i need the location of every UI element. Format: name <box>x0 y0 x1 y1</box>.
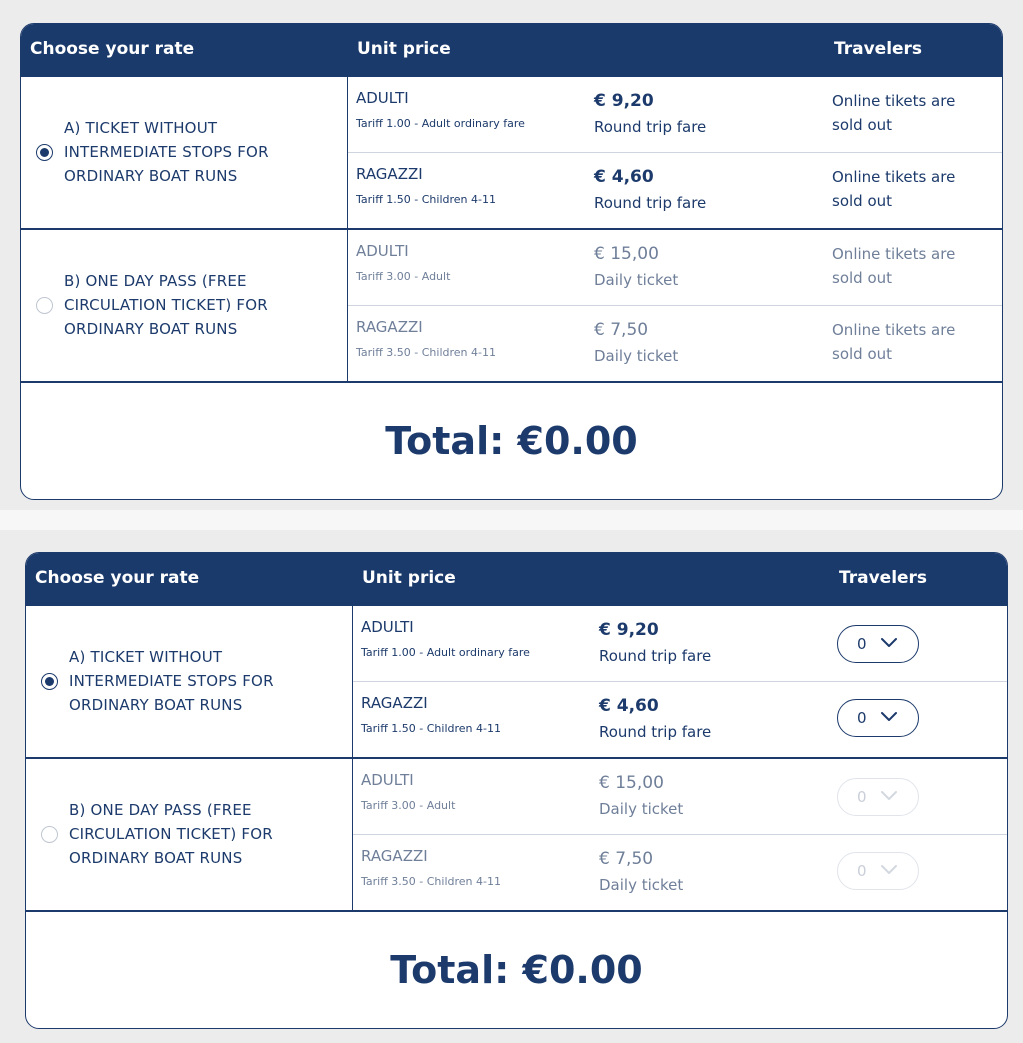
traveler-count-value: 0 <box>857 862 867 880</box>
rate-b-radio[interactable] <box>41 826 58 843</box>
chevron-down-icon <box>880 710 898 724</box>
fare-category: ADULTI <box>356 242 409 260</box>
fare-tariff: Tariff 1.00 - Adult ordinary fare <box>356 117 525 130</box>
fare-row <box>353 759 1007 835</box>
rate-a-radio[interactable] <box>36 144 53 161</box>
fare-row <box>348 77 1002 153</box>
rate-option-b[interactable] <box>21 230 348 381</box>
traveler-count-value: 0 <box>857 635 867 653</box>
fare-price-type: Daily ticket <box>599 876 684 894</box>
rate-option-a[interactable] <box>26 606 353 757</box>
table-header <box>26 553 1007 606</box>
fare-row <box>353 682 1007 757</box>
fare-price-type: Round trip fare <box>594 118 707 136</box>
fare-price: € 7,50 <box>594 320 649 340</box>
fare-tariff: Tariff 1.50 - Children 4-11 <box>361 722 501 735</box>
rate-option-a[interactable] <box>21 77 348 228</box>
fare-price: € 9,20 <box>594 91 654 111</box>
fare-price: € 15,00 <box>594 244 659 264</box>
chevron-down-icon <box>880 636 898 650</box>
fare-price: € 4,60 <box>594 167 654 187</box>
rate-a-radio[interactable] <box>41 673 58 690</box>
sold-out-text: Online tikets are sold out <box>832 321 956 363</box>
fare-price-type: Round trip fare <box>599 723 712 741</box>
rate-b-label: B) ONE DAY PASS (FREE CIRCULATION TICKET) FOR ORDINARY BOAT RUNS <box>69 801 273 867</box>
rate-group-b <box>21 230 1002 383</box>
traveler-count-select[interactable] <box>837 625 919 663</box>
fare-price-type: Round trip fare <box>599 647 712 665</box>
fare-price: € 9,20 <box>599 620 659 640</box>
fare-row <box>348 306 1002 381</box>
fare-price: € 7,50 <box>599 849 654 869</box>
fare-tariff: Tariff 3.00 - Adult <box>356 270 451 283</box>
fare-category: ADULTI <box>356 89 409 107</box>
fare-row <box>348 230 1002 306</box>
fare-category: RAGAZZI <box>356 165 423 183</box>
fare-tariff: Tariff 3.50 - Children 4-11 <box>356 346 496 359</box>
rate-a-label: A) TICKET WITHOUT INTERMEDIATE STOPS FOR ORDINARY BOAT RUNS <box>69 648 274 714</box>
section-divider <box>0 510 1023 530</box>
rate-group-a <box>26 606 1007 759</box>
header-travelers: Travelers <box>834 39 923 59</box>
rate-table-selectable <box>25 552 1008 1029</box>
fare-category: ADULTI <box>361 618 414 636</box>
traveler-count-value: 0 <box>857 788 867 806</box>
fare-row <box>348 153 1002 228</box>
header-unit-price: Unit price <box>357 39 451 59</box>
fare-price: € 15,00 <box>599 773 664 793</box>
fare-row <box>353 606 1007 682</box>
sold-out-text: Online tikets are sold out <box>832 168 956 210</box>
rate-a-label: A) TICKET WITHOUT INTERMEDIATE STOPS FOR ORDINARY BOAT RUNS <box>64 119 269 185</box>
header-choose-rate: Choose your rate <box>35 568 200 588</box>
header-travelers: Travelers <box>839 568 928 588</box>
rate-b-radio[interactable] <box>36 297 53 314</box>
traveler-count-select-disabled <box>837 852 919 890</box>
fare-category: RAGAZZI <box>356 318 423 336</box>
total-amount: Total: €0.00 <box>385 419 638 463</box>
chevron-down-icon <box>880 863 898 877</box>
fare-price: € 4,60 <box>599 696 659 716</box>
chevron-down-icon <box>880 789 898 803</box>
fare-tariff: Tariff 1.50 - Children 4-11 <box>356 193 496 206</box>
fare-category: RAGAZZI <box>361 847 428 865</box>
fare-price-type: Daily ticket <box>594 271 679 289</box>
rate-table-sold-out <box>20 23 1003 500</box>
traveler-count-select-disabled <box>837 778 919 816</box>
rate-b-label: B) ONE DAY PASS (FREE CIRCULATION TICKET) FOR ORDINARY BOAT RUNS <box>64 272 268 338</box>
fare-price-type: Round trip fare <box>594 194 707 212</box>
fare-category: ADULTI <box>361 771 414 789</box>
fare-tariff: Tariff 1.00 - Adult ordinary fare <box>361 646 530 659</box>
fare-row <box>353 835 1007 910</box>
fare-price-type: Daily ticket <box>594 347 679 365</box>
sold-out-text: Online tikets are sold out <box>832 92 956 134</box>
rate-group-b <box>26 759 1007 912</box>
traveler-count-value: 0 <box>857 709 867 727</box>
table-header <box>21 24 1002 77</box>
fare-tariff: Tariff 3.00 - Adult <box>361 799 456 812</box>
rate-option-b[interactable] <box>26 759 353 910</box>
fare-category: RAGAZZI <box>361 694 428 712</box>
sold-out-text: Online tikets are sold out <box>832 245 956 287</box>
header-choose-rate: Choose your rate <box>30 39 195 59</box>
traveler-count-select[interactable] <box>837 699 919 737</box>
fare-tariff: Tariff 3.50 - Children 4-11 <box>361 875 501 888</box>
total-amount: Total: €0.00 <box>390 948 643 992</box>
rate-group-a <box>21 77 1002 230</box>
header-unit-price: Unit price <box>362 568 456 588</box>
fare-price-type: Daily ticket <box>599 800 684 818</box>
